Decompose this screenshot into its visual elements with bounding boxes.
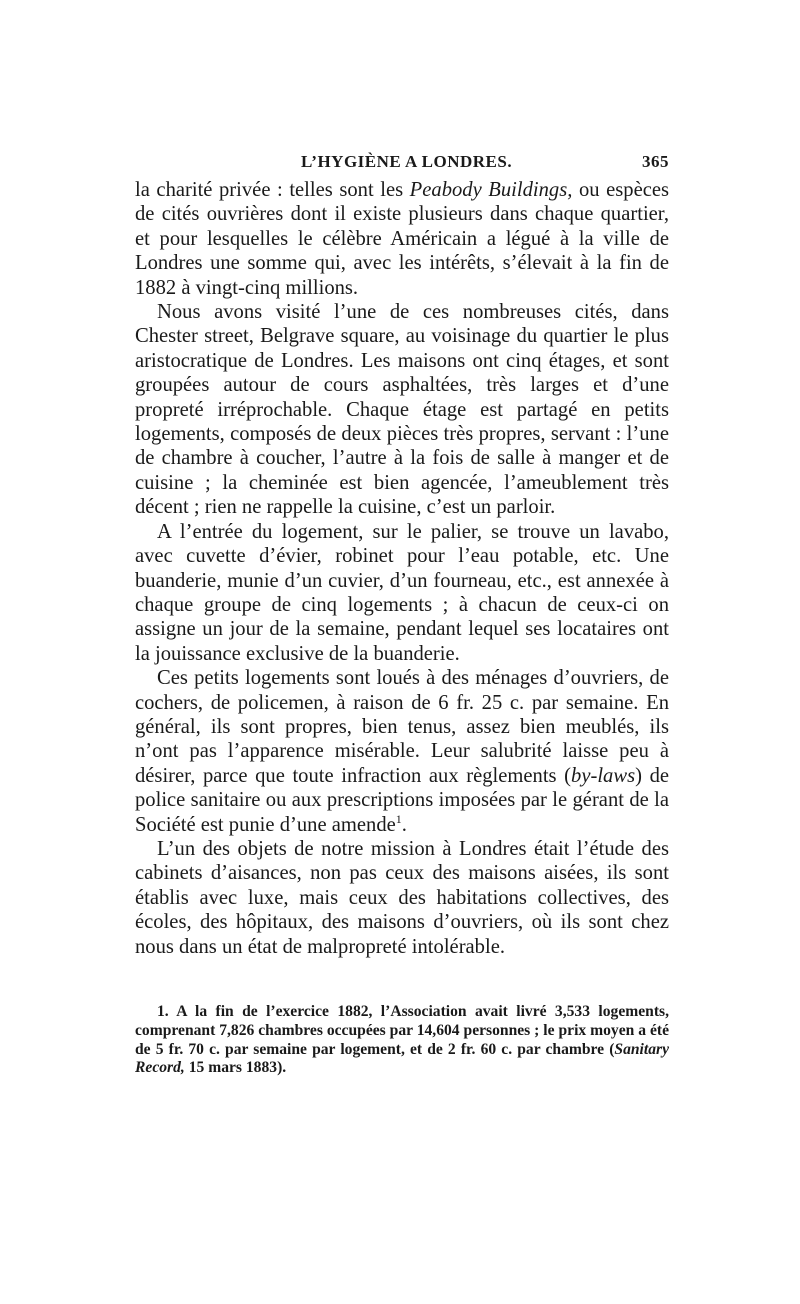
paragraph-1-text-end: ou espèces de cités ouvrières dont il existe plusieurs dans chaque quartier, et pour lesquelles le célèbre Américain a légué à la ville de Londres une somme qui, avec les intérêts, s’élevait à la fin de 1882 à vingt-cinq millions. — [135, 179, 669, 299]
paragraph-5: L’un des objets de notre mission à Londres était l’étude des cabinets d’aisances, non pas ceux des maisons aisées, ils sont établis avec luxe, mais ceux des habitations collectives, des écoles, des hôpitaux, des maisons d’ouvriers, où ils sont chez nous dans un état de malpropreté intolérable. — [135, 837, 669, 958]
paragraph-4-final-punctuation: . — [401, 813, 407, 836]
paragraph-2: Nous avons visité l’une de ces nombreuses cités, dans Chester street, Belgrave square, au voisinage du quartier le plus aristocratique de Londres. Les maisons ont cinq étages, et sont groupées autour de cours asphaltées, très larges et d’une propreté irréprochable. Chaque étage est partagé en petits logements, composés de deux pièces très propres, servant : l’une de chambre à coucher, l’autre à la fois de salle à manger et de cuisine ; la cheminée est bien agencée, l’ameublement très décent ; rien ne rappelle la cuisine, c’est un parloir. — [135, 301, 669, 519]
footnote-1 — [135, 1003, 669, 1078]
paragraph-3: A l’entrée du logement, sur le palier, se trouve un lavabo, avec cuvette d’évier, robinet pour l’eau potable, etc. Une buanderie, munie d’un cuvier, d’un fourneau, etc., est annexée à chaque groupe de cinq logements ; à chacun de ceux-ci on assigne un jour de la semaine, pendant lequel ses locataires ont la jouissance exclusive de la buanderie. — [135, 520, 669, 665]
paragraph-1 — [135, 178, 669, 300]
running-head — [135, 148, 669, 178]
by-laws-italic: by-laws — [571, 764, 636, 787]
footnote-reference[interactable]: 1 — [395, 811, 402, 826]
paragraph-1-text-start: la charité privée : telles sont les — [135, 179, 410, 201]
footnotes — [135, 1003, 669, 1078]
paragraph-4-text-end: ) de police sanitaire ou aux prescriptions imposées par le gérant de la Société est punie d’une amende — [135, 764, 670, 836]
paragraph-4 — [135, 666, 669, 837]
book-page — [135, 148, 669, 1078]
paragraph-4-text-start: Ces petits logements sont loués à des ménages d’ouvriers, de cochers, de policemen, à raison de 6 fr. 25 c. par semaine. En général, ils sont propres, bien tenus, assez bien meublés, ils n’ont pas l’apparence misérable. Leur salubrité laisse peu à désirer, parce que toute infraction aux règlements ( — [135, 667, 669, 787]
footnote-text-start: A la fin de l’exercice 1882, l’Association avait livré 3,533 logements, comprenant 7,826 chambres occupées par 14,604 personnes ; le prix moyen a été de 5 fr. 70 c. par semaine par logement, et de 2 fr. 60 c. par chambre ( — [135, 1003, 669, 1058]
running-title: L’HYGIÈNE A LONDRES. — [301, 152, 513, 171]
sanitary-record-italic: Sanitary Record, — [135, 1040, 669, 1077]
peabody-buildings-italic: Peabody Buildings, — [409, 179, 573, 201]
footnote-text-end: 15 mars 1883). — [184, 1059, 287, 1077]
footnote-number: 1. — [157, 1003, 169, 1020]
page-number: 365 — [642, 152, 669, 171]
body-text — [135, 178, 669, 959]
